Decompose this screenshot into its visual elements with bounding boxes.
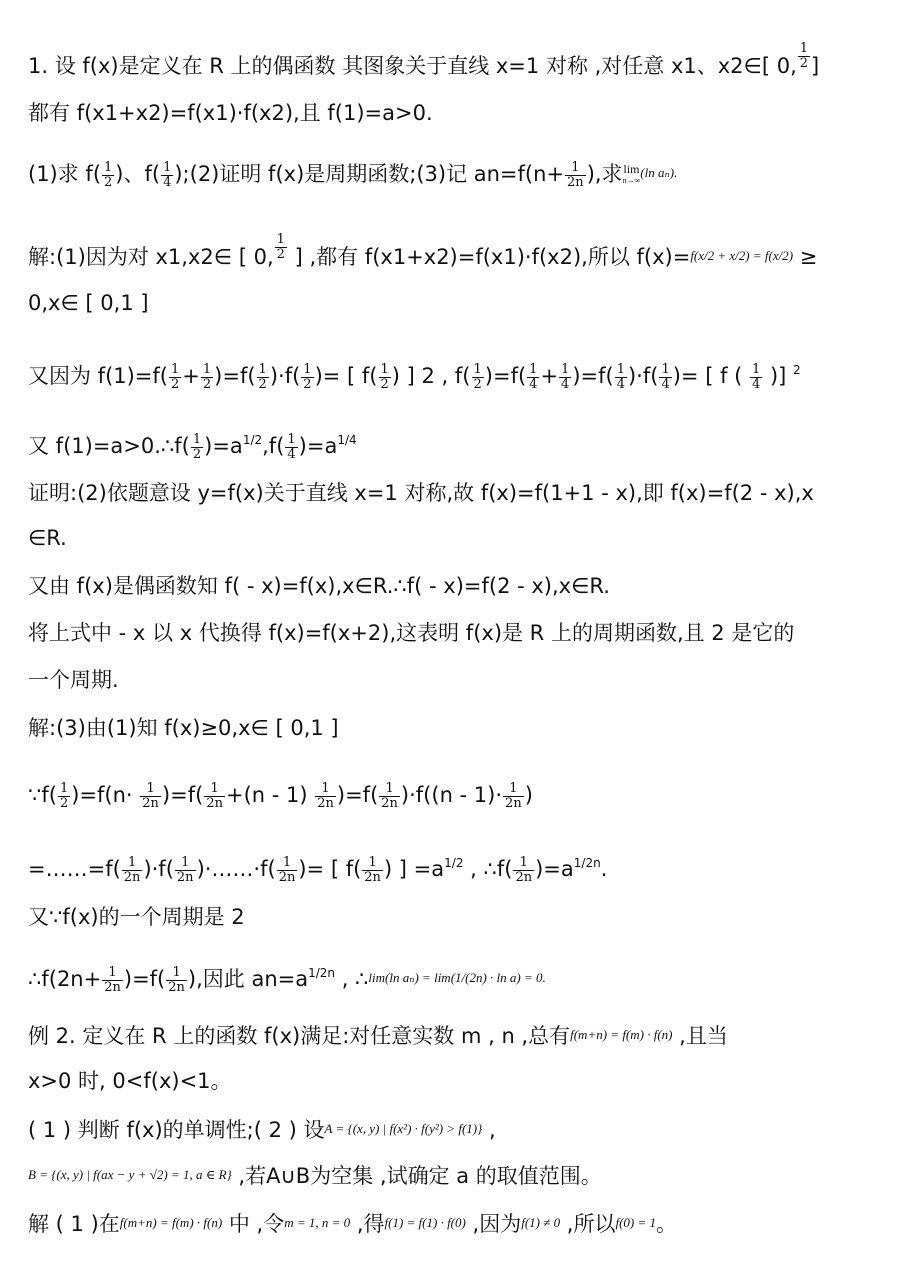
formula-image: f(m+n) = f(m) · f(n) [119, 1215, 223, 1230]
solution-1-derivation: 又因为 f(1)=f( $\frac{1}{2}$ + $\frac{1}{2}$ )=f( $\frac{1}{2}$ )·f( $\frac{1}{2}$ )= [ f( $\frac{1}{2}$ ) ] 2 , f( $\frac{1}{2}$ )=f( $\frac{1}{4}$ + $\frac{1}{4}$ )=f( $\frac{1}{4}$ )·f( $\frac{1}{4}$ )= [ f ( $\frac{1}{4}$ )] $^2$ [28, 361, 801, 392]
fraction: $\frac{1}{2n}$ [567, 159, 584, 190]
proof-2-line: 又由 f(x)是偶函数知 f( - x)=f(x),x∈R.∴f( - x)=f(2 - x),x∈R. [28, 574, 610, 598]
problem-1-questions: (1)求 f( $\frac{1}{2}$ )、f( $\frac{1}{4}$ );(2)证明 f(x)是周期函数;(3)记 an=f(n+ $\frac{1}{2n}$ ),求 lim n→∞ (ln aₙ). [28, 159, 678, 190]
problem-1-statement [28, 42, 890, 81]
proof-2-line: ∈R. [28, 526, 67, 550]
solution-3-conclusion: ∴f(2n+ $\frac{1}{2n}$ )=f( $\frac{1}{2n}$ ),因此 $an=a^{1/2n}$ , ∴lim(ln aₙ) = lim(1/(2n) · ln a) = 0. [28, 964, 546, 995]
proof-2-line: 将上式中 - x 以 x 代换得 f(x)=f(x+2),这表明 f(x)是 R 上的周期函数,且 2 是它的 [28, 621, 795, 645]
fraction: $\frac{1}{2n}$ [364, 854, 381, 885]
example-2-set-b: B = {(x, y) | f(ax − y + √2) = 1, a ∈ R} ,若A∪B为空集 ,试确定 a 的取值范围。 [28, 1164, 602, 1188]
formula-image: lim(ln aₙ) = lim(1/(2n) · ln a) = 0. [368, 970, 546, 985]
formula-image: m = 1, n = 0 [284, 1215, 351, 1230]
fraction: $\frac{1}{2n}$ [104, 964, 121, 995]
formula-image: f(m+n) = f(m) · f(n) [570, 1027, 673, 1042]
solution-1-result: 又 f(1)=a>0.∴f( $\frac{1}{2}$ )$=a^{1/2},f$( $\frac{1}{4}$ )$=a^{1/4}$ [28, 431, 357, 462]
fraction: $\frac{1}{2}$ [104, 159, 113, 190]
solution-3-line: =……=f( $\frac{1}{2n}$ )·f( $\frac{1}{2n}$ )·……·f( $\frac{1}{2n}$ )= [ f( $\frac{1}{2n}$ ) ] $=a^{1/2}$ , ∴f( $\frac{1}{2n}$ )$=a^{1/2n}$. [28, 854, 608, 885]
fraction: $\frac{1}{2}$ [192, 431, 202, 462]
fraction: $\frac{1}{4}$ [561, 361, 570, 392]
fraction: $\frac{1}{2n}$ [278, 854, 296, 885]
formula-image: f(1) = f(1) · f(0) [384, 1215, 466, 1230]
fraction: $\frac{1}{2}$ [276, 233, 285, 262]
fraction: $\frac{1}{4}$ [529, 361, 538, 392]
fraction: $\frac{1}{2n}$ [123, 854, 141, 885]
solution-1-line: 解:(1)因为对 x1,x2∈ [ 0, $\frac{1}{2}$ ] ,都有 f(x1+x2)=f(x1)·f(x2),所以 f(x)=f(x/2 + x/2) = f(x/2) ≥ [28, 233, 818, 269]
fraction: $\frac{1}{2n}$ [505, 780, 522, 811]
formula-image: f(1) ≠ 0 [521, 1215, 561, 1230]
formula-image: A = {(x, y) | f(x²) · f(y²) > f(1)} [324, 1121, 483, 1136]
fraction: $\frac{1}{2}$ [59, 780, 69, 811]
example-2-condition: x>0 时, 0<f(x)<1。 [28, 1069, 232, 1093]
fraction: $\frac{1}{4}$ [616, 361, 625, 392]
fraction: $\frac{1}{2}$ [799, 42, 809, 71]
solution-3-line: ∵f( $\frac{1}{2}$ )=f(n· $\frac{1}{2n}$ )=f( $\frac{1}{2n}$ +(n - 1) $\frac{1}{2n}$ )=f( $\frac{1}{2n}$ )·f((n - 1)· $\frac{1}{2n}$ ) [28, 780, 533, 811]
fraction: $\frac{1}{2n}$ [317, 780, 334, 811]
fraction: $\frac{1}{2n}$ [168, 964, 185, 995]
text-run: 1. 设 f(x)是定义在 R 上的偶函数 其图象关于直线 x=1 对称 ,对任意 x1、x2∈[ 0, [28, 54, 797, 78]
fraction: $\frac{1}{2n}$ [176, 854, 194, 885]
text-run: ] [811, 54, 820, 78]
solution-3-line: 解:(3)由(1)知 f(x)≥0,x∈ [ 0,1 ] [28, 716, 339, 740]
limit-expression: lim n→∞ [622, 162, 641, 185]
fraction: $\frac{1}{2n}$ [142, 780, 159, 811]
fraction: $\frac{1}{4}$ [287, 431, 296, 462]
example-2-questions: ( 1 ) 判断 f(x)的单调性;( 2 ) 设A = {(x, y) | f(x²) · f(y²) > f(1)} , [28, 1118, 496, 1142]
formula-image: B = {(x, y) | f(ax − y + √2) = 1, a ∈ R} [28, 1167, 232, 1182]
solution-3-line: 又∵f(x)的一个周期是 2 [28, 905, 245, 929]
fraction: $\frac{1}{2}$ [258, 361, 267, 392]
example-2-solution: 解 ( 1 )在f(m+n) = f(m) · f(n) 中 ,令m = 1, n = 0 ,得f(1) = f(1) · f(0) ,因为f(1) ≠ 0 ,所以f(0) = 1。 [28, 1212, 678, 1236]
fraction: $\frac{1}{2}$ [202, 361, 212, 392]
fraction: $\frac{1}{4}$ [661, 361, 670, 392]
fraction: $\frac{1}{2n}$ [206, 780, 223, 811]
solution-1-domain: 0,x∈ [ 0,1 ] [28, 291, 149, 315]
formula-image: f(x/2 + x/2) = f(x/2) [690, 248, 794, 263]
fraction: $\frac{1}{2}$ [303, 361, 312, 392]
formula-image: f(0) = 1 [615, 1215, 657, 1230]
fraction: $\frac{1}{2n}$ [381, 780, 398, 811]
fraction: $\frac{1}{2}$ [171, 361, 180, 392]
proof-2-line: 证明:(2)依题意设 y=f(x)关于直线 x=1 对称,故 f(x)=f(1+1 - x),即 f(x)=f(2 - x),x [28, 481, 814, 505]
example-2-statement: 例 2. 定义在 R 上的函数 f(x)满足:对任意实数 m , n ,总有f(m+n) = f(m) · f(n) ,且当 [28, 1024, 728, 1048]
proof-2-line: 一个周期. [28, 668, 119, 692]
fraction: $\frac{1}{2n}$ [515, 854, 533, 885]
fraction: $\frac{1}{4}$ [163, 159, 172, 190]
fraction: $\frac{1}{2}$ [473, 361, 482, 392]
problem-1-condition: 都有 f(x1+x2)=f(x1)·f(x2),且 f(1)=a>0. [28, 101, 433, 125]
fraction: $\frac{1}{4}$ [752, 361, 761, 392]
fraction: $\frac{1}{2}$ [380, 361, 389, 392]
